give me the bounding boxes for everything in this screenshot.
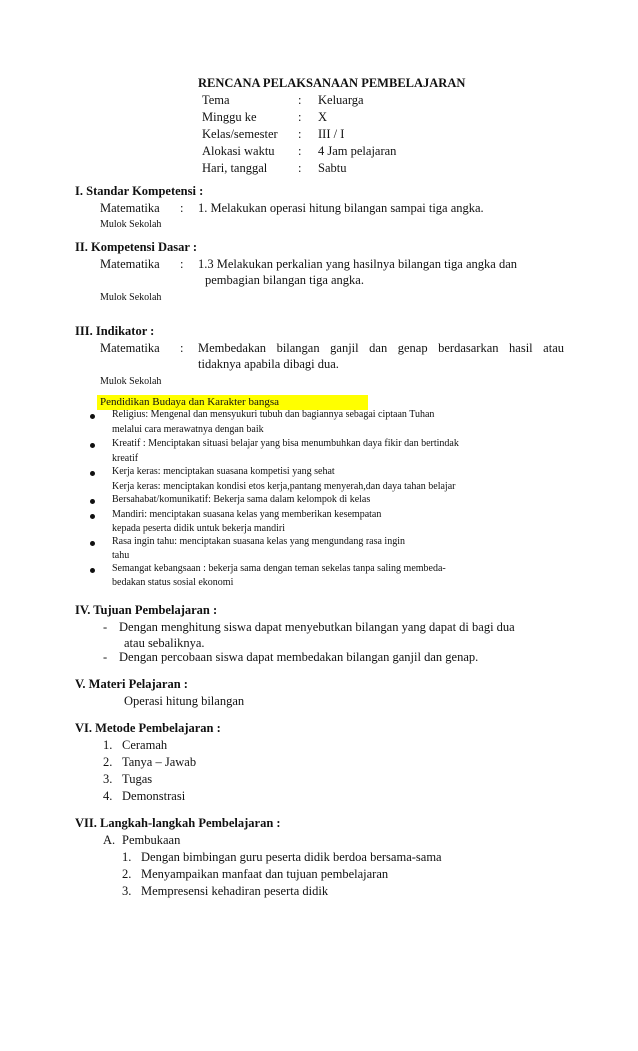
- pembukaan-1-text: Dengan bimbingan guru peserta didik berdoa bersama-sama: [141, 850, 442, 864]
- bullet-dot: [90, 443, 95, 448]
- bullet-dot: [90, 471, 95, 476]
- section-3-subject: Matematika: [100, 341, 160, 355]
- langkah-a-letter: A.: [103, 833, 116, 847]
- tujuan-1-line2: atau sebaliknya.: [124, 636, 205, 650]
- section-4-heading: IV. Tujuan Pembelajaran :: [75, 603, 218, 617]
- minggu-label: Minggu ke: [202, 110, 257, 124]
- metode-1-number: 1.: [103, 738, 113, 752]
- section-2-sep: :: [180, 257, 184, 271]
- bullet-dot: [90, 414, 95, 419]
- section-1-text: 1. Melakukan operasi hitung bilangan sampai tiga angka.: [198, 201, 484, 215]
- bullet-bersahabat-line1: Bersahabat/komunikatif: Bekerja sama dalam kelompok di kelas: [112, 494, 371, 505]
- alokasi-label: Alokasi waktu: [202, 144, 275, 158]
- document-title: RENCANA PELAKSANAAN PEMBELAJARAN: [198, 76, 466, 90]
- minggu-value: X: [318, 110, 328, 124]
- character-education-title: Pendidikan Budaya dan Karakter bangsa: [97, 395, 368, 410]
- pembukaan-2-number: 2.: [122, 867, 132, 881]
- materi-text: Operasi hitung bilangan: [124, 694, 245, 708]
- section-2-mulok: Mulok Sekolah: [100, 292, 162, 303]
- bullet-religius-line1: Religius: Mengenal dan mensyukuri tubuh dan bagiannya sebagai ciptaan Tuhan: [112, 409, 435, 420]
- bullet-dot: [90, 541, 95, 546]
- bullet-kerja-keras-line2: Kerja keras: menciptakan kondisi etos kerja,pantang menyerah,dan daya tahan belajar: [112, 481, 456, 492]
- section-3-line1: Membedakan bilangan ganjil dan genap berdasarkan hasil atau: [198, 341, 564, 355]
- bullet-dot: [90, 568, 95, 573]
- metode-2-number: 2.: [103, 755, 113, 769]
- tema-label: Tema: [202, 93, 230, 107]
- section-2-line2: pembagian bilangan tiga angka.: [205, 273, 364, 287]
- section-2-heading: II. Kompetensi Dasar :: [75, 240, 197, 254]
- bullet-rasa-ingin-tahu-line1: Rasa ingin tahu: menciptakan suasana kelas yang mengundang rasa ingin: [112, 536, 405, 547]
- bullet-semangat-line1: Semangat kebangsaan : bekerja sama dengan teman sekelas tanpa saling membeda-: [112, 563, 446, 574]
- section-3-heading: III. Indikator :: [75, 324, 155, 338]
- section-7-heading: VII. Langkah-langkah Pembelajaran :: [75, 816, 281, 830]
- metode-1-text: Ceramah: [122, 738, 168, 752]
- section-2-line1: 1.3 Melakukan perkalian yang hasilnya bilangan tiga angka dan: [198, 257, 517, 271]
- section-3-mulok: Mulok Sekolah: [100, 376, 162, 387]
- metode-4-text: Demonstrasi: [122, 789, 186, 803]
- bullet-semangat-line2: bedakan status sosial ekonomi: [112, 577, 234, 588]
- tujuan-1-line1: Dengan menghitung siswa dapat menyebutkan bilangan yang dapat di bagi dua: [119, 620, 515, 634]
- tujuan-2-line1: Dengan percobaan siswa dapat membedakan bilangan ganjil dan genap.: [119, 650, 479, 664]
- pembukaan-3-number: 3.: [122, 884, 132, 898]
- kelas-sep: :: [298, 127, 302, 141]
- pembukaan-1-number: 1.: [122, 850, 132, 864]
- bullet-religius-line2: melalui cara merawatnya dengan baik: [112, 424, 264, 435]
- alokasi-sep: :: [298, 144, 302, 158]
- bullet-dot: [90, 499, 95, 504]
- hari-value: Sabtu: [318, 161, 347, 175]
- metode-3-number: 3.: [103, 772, 113, 786]
- kelas-value: III / I: [318, 127, 345, 141]
- section-6-heading: VI. Metode Pembelajaran :: [75, 721, 221, 735]
- metode-2-text: Tanya – Jawab: [122, 755, 197, 769]
- minggu-sep: :: [298, 110, 302, 124]
- bullet-kreatif-line1: Kreatif : Menciptakan situasi belajar yang bisa menumbuhkan daya fikir dan bertindak: [112, 438, 459, 449]
- bullet-kerja-keras-line1: Kerja keras: menciptakan suasana kompetisi yang sehat: [112, 466, 335, 477]
- kelas-label: Kelas/semester: [202, 127, 278, 141]
- metode-4-number: 4.: [103, 789, 113, 803]
- bullet-mandiri-line1: Mandiri: menciptakan suasana kelas yang memberikan kesempatan: [112, 509, 382, 520]
- section-1-heading: I. Standar Kompetensi :: [75, 184, 204, 198]
- bullet-kreatif-line2: kreatif: [112, 453, 139, 464]
- alokasi-value: 4 Jam pelajaran: [318, 144, 397, 158]
- hari-sep: :: [298, 161, 302, 175]
- tujuan-2-dash: -: [103, 650, 108, 664]
- pembukaan-2-text: Menyampaikan manfaat dan tujuan pembelajaran: [141, 867, 389, 881]
- section-1-mulok: Mulok Sekolah: [100, 219, 162, 230]
- hari-label: Hari, tanggal: [202, 161, 268, 175]
- tema-value: Keluarga: [318, 93, 364, 107]
- bullet-mandiri-line2: kepada peserta didik untuk bekerja mandiri: [112, 523, 285, 534]
- section-1-sep: :: [180, 201, 184, 215]
- bullet-dot: [90, 514, 95, 519]
- tujuan-1-dash: -: [103, 620, 108, 634]
- section-1-subject: Matematika: [100, 201, 160, 215]
- bullet-rasa-ingin-tahu-line2: tahu: [112, 550, 130, 561]
- section-2-subject: Matematika: [100, 257, 160, 271]
- tema-sep: :: [298, 93, 302, 107]
- section-3-line2: tidaknya apabila dibagi dua.: [198, 357, 339, 371]
- section-5-heading: V. Materi Pelajaran :: [75, 677, 188, 691]
- section-3-sep: :: [180, 341, 184, 355]
- metode-3-text: Tugas: [122, 772, 153, 786]
- pembukaan-3-text: Mempresensi kehadiran peserta didik: [141, 884, 329, 898]
- langkah-a-title: Pembukaan: [122, 833, 181, 847]
